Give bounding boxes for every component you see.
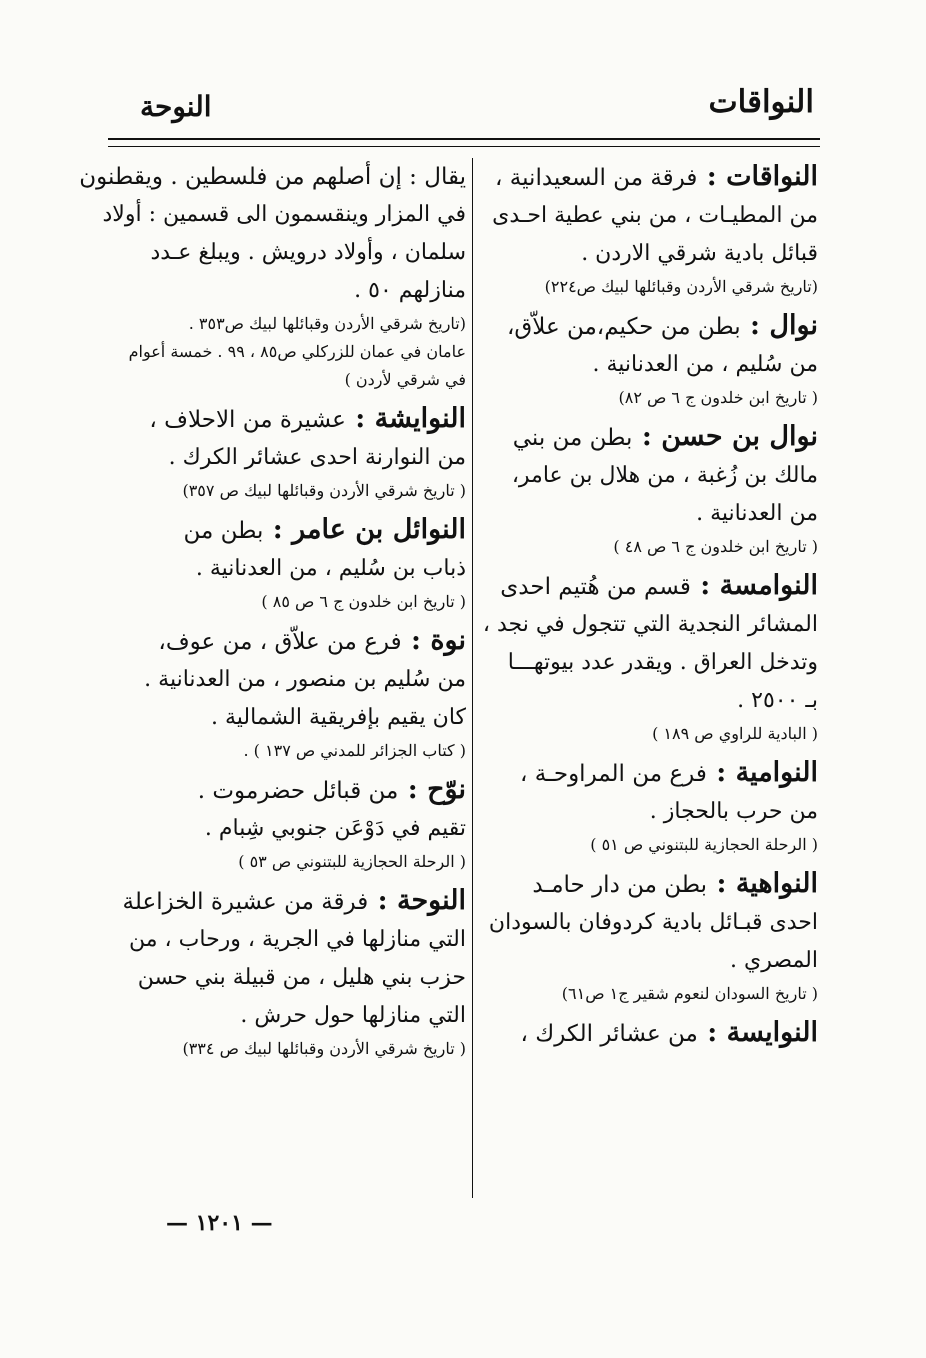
entry-line [102, 196, 466, 234]
entry-line [120, 810, 466, 848]
entry-line [120, 550, 466, 588]
entry-text: من عشائر الكرك ، [520, 1021, 698, 1047]
entry-text: المشائر النجدية التي تتجول في نجد ، [482, 612, 818, 637]
entry-text: فرقة من السعيدانية ، [495, 165, 698, 191]
entry-headword: النوامية : [706, 757, 818, 788]
entry-text: المصري . [730, 948, 818, 973]
entry-text: من سُليم بن منصور ، من العدنانية . [144, 667, 466, 692]
entry-line [120, 959, 466, 997]
entry-line [120, 882, 466, 921]
entry-text: عشيرة من الاحلاف ، [149, 407, 346, 433]
entry-text: مالك بن زُغبة ، من هلال بن عامر، [511, 463, 818, 488]
entry-source: ( الرحلة الحجازية للبتنوني ص ٥٣ ) [238, 852, 466, 871]
entry-line [120, 921, 466, 959]
entry-line [120, 234, 466, 272]
entry-text: من سُليم ، من العدنانية . [592, 352, 818, 377]
entry-source: عامان في عمان للزركلي ص٨٥ ، ٩٩ . خمسة أعوام [128, 342, 466, 361]
entry-text: التي منازلها حول حرش . [240, 1003, 466, 1028]
entry-line [472, 904, 818, 942]
entry-source: ( تاريخ ابن خلدون ج ٦ ص ٤٨ ) [613, 537, 818, 556]
dictionary-entry [472, 158, 818, 301]
running-head-right: النواقات [708, 84, 814, 120]
entry-line [120, 272, 466, 310]
entry-source: ( تاريخ شرقي الأردن وقبائلها لبيك ص ٣٣٤) [182, 1039, 466, 1058]
dictionary-entry [120, 511, 466, 616]
header-rule-thin [108, 146, 820, 147]
header-rule [108, 138, 820, 140]
entry-line [472, 1014, 818, 1053]
entry-headword: النوامسة : [690, 570, 818, 601]
entry-text: سلمان ، وأولاد درويش . ويبلغ عـدد [150, 240, 466, 265]
entry-source: ( البادية للراوي ص ١٨٩ ) [652, 724, 818, 743]
entry-line [472, 418, 818, 457]
entry-headword: النوحة : [368, 885, 466, 916]
entry-line [79, 158, 466, 196]
entry-line [472, 942, 818, 980]
entry-text: يقال : إن أصلهم من فلسطين . ويقطنون [79, 164, 466, 190]
dictionary-entry [472, 418, 818, 561]
entry-source: ( الرحلة الحجازية للبتنوني ص ٥١ ) [590, 835, 818, 854]
dictionary-entry [120, 882, 466, 1063]
entry-headword: نوة : [401, 625, 466, 656]
entry-text: من المطيـات ، من بني عطية احـدى [492, 203, 818, 228]
entry-headword: النوائل بن عامر : [263, 514, 466, 545]
entry-line [472, 346, 818, 384]
dictionary-entry [120, 771, 466, 876]
entry-text: التي منازلها في الجرية ، ورحاب ، من [129, 927, 466, 952]
entry-line [472, 495, 818, 533]
entry-headword: النواهية : [707, 868, 818, 899]
entry-source: ( كتاب الجزائر للمدني ص ١٣٧ ) . [243, 741, 466, 760]
entry-text: في المزار وينقسمون الى قسمين : أولاد [102, 202, 466, 227]
right-column [472, 158, 818, 1059]
entry-line [472, 567, 818, 606]
dictionary-entry [472, 754, 818, 859]
entry-line [472, 682, 818, 720]
entry-text: بطن من حكيم،من علاّق، [506, 314, 741, 340]
entry-text: تقيم في دَوْعَن جنوبي شِبام . [204, 816, 466, 841]
entry-line [120, 439, 466, 477]
entry-line [472, 235, 818, 273]
entry-headword: نوال بن حسن : [632, 421, 818, 452]
entry-text: ذباب بن سُليم ، من العدنانية . [195, 556, 466, 581]
entry-headword: نوّح : [398, 774, 466, 805]
page-number: — ١٢٠١ — [166, 1210, 273, 1236]
entry-line [120, 661, 466, 699]
entry-source: ( تاريخ ابن خلدون ج ٦ ص ٨٥ ) [261, 592, 466, 611]
dictionary-entry [472, 567, 818, 748]
entry-text: من حرب بالحجاز . [649, 799, 818, 824]
entry-source: (تاريخ شرقي الأردن وقبائلها لبيك ص٢٢٤) [544, 277, 818, 296]
entry-text: من العدنانية . [696, 501, 818, 526]
entry-line [120, 400, 466, 439]
entry-source: ( تاريخ السودان لنعوم شقير ج١ ص٦١) [561, 984, 818, 1003]
entry-text: منازلهم ٥٠ . [354, 278, 466, 303]
entry-text: وتدخل العراق . ويقدر عدد بيوتهـــا [507, 650, 818, 675]
entry-text: حزب بني هليل ، من قبيلة بني حسن [137, 965, 466, 990]
left-column [79, 158, 466, 1069]
entry-source: ( تاريخ ابن خلدون ج ٦ ص ٨٢) [618, 388, 818, 407]
entry-line [472, 307, 818, 346]
dictionary-entry [472, 307, 818, 412]
entry-text: بطن من دار حامـد [532, 872, 708, 898]
entry-text: قسم من هُتيم احدى [500, 574, 691, 600]
entry-line [120, 771, 466, 810]
entry-text: بطن من بني [512, 425, 633, 451]
running-head-left: النوحة [140, 90, 212, 123]
entry-line [472, 865, 818, 904]
entry-headword: النوايسة : [697, 1017, 818, 1048]
entry-text: فرع من علاّق ، من عوف، [158, 629, 402, 655]
dictionary-entry [79, 158, 466, 394]
entry-headword: النواقات : [697, 161, 818, 192]
entry-text: بطن من [183, 518, 264, 544]
dictionary-entry [472, 865, 818, 1008]
entry-line [472, 606, 818, 644]
dictionary-entry [472, 1014, 818, 1053]
dictionary-entry [120, 622, 466, 765]
entry-text: قبائل بادية شرقي الاردن . [581, 241, 818, 266]
dictionary-entry [120, 400, 466, 505]
entry-line [120, 511, 466, 550]
entry-text: احدى قبـائل بادية كردوفان بالسودان [488, 910, 818, 935]
entry-line [120, 699, 466, 737]
entry-line [472, 754, 818, 793]
entry-headword: نوال : [740, 310, 818, 341]
entry-line [472, 158, 818, 197]
entry-source: (تاريخ شرقي الأردن وقبائلها لبيك ص٣٥٣ . [188, 314, 466, 333]
entry-text: فرقة من عشيرة الخزاعلة [122, 889, 369, 915]
entry-line [472, 457, 818, 495]
entry-headword: النوايشة : [345, 403, 466, 434]
entry-text: كان يقيم بإفريقية الشمالية . [211, 705, 466, 730]
entry-source: في شرقي لأردن ) [344, 370, 466, 389]
entry-text: من النوارنة احدى عشائر الكرك . [168, 445, 466, 470]
entry-text: بـ ٢٥٠٠ . [737, 688, 818, 713]
entry-line [120, 622, 466, 661]
entry-text: من قبائل حضرموت . [197, 778, 399, 804]
entry-source: ( تاريخ شرقي الأردن وقبائلها لبيك ص ٣٥٧) [182, 481, 466, 500]
entry-line [472, 793, 818, 831]
entry-line [120, 997, 466, 1035]
entry-text: فرع من المراوحـة ، [520, 761, 707, 787]
entry-line [472, 197, 818, 235]
entry-line [472, 644, 818, 682]
